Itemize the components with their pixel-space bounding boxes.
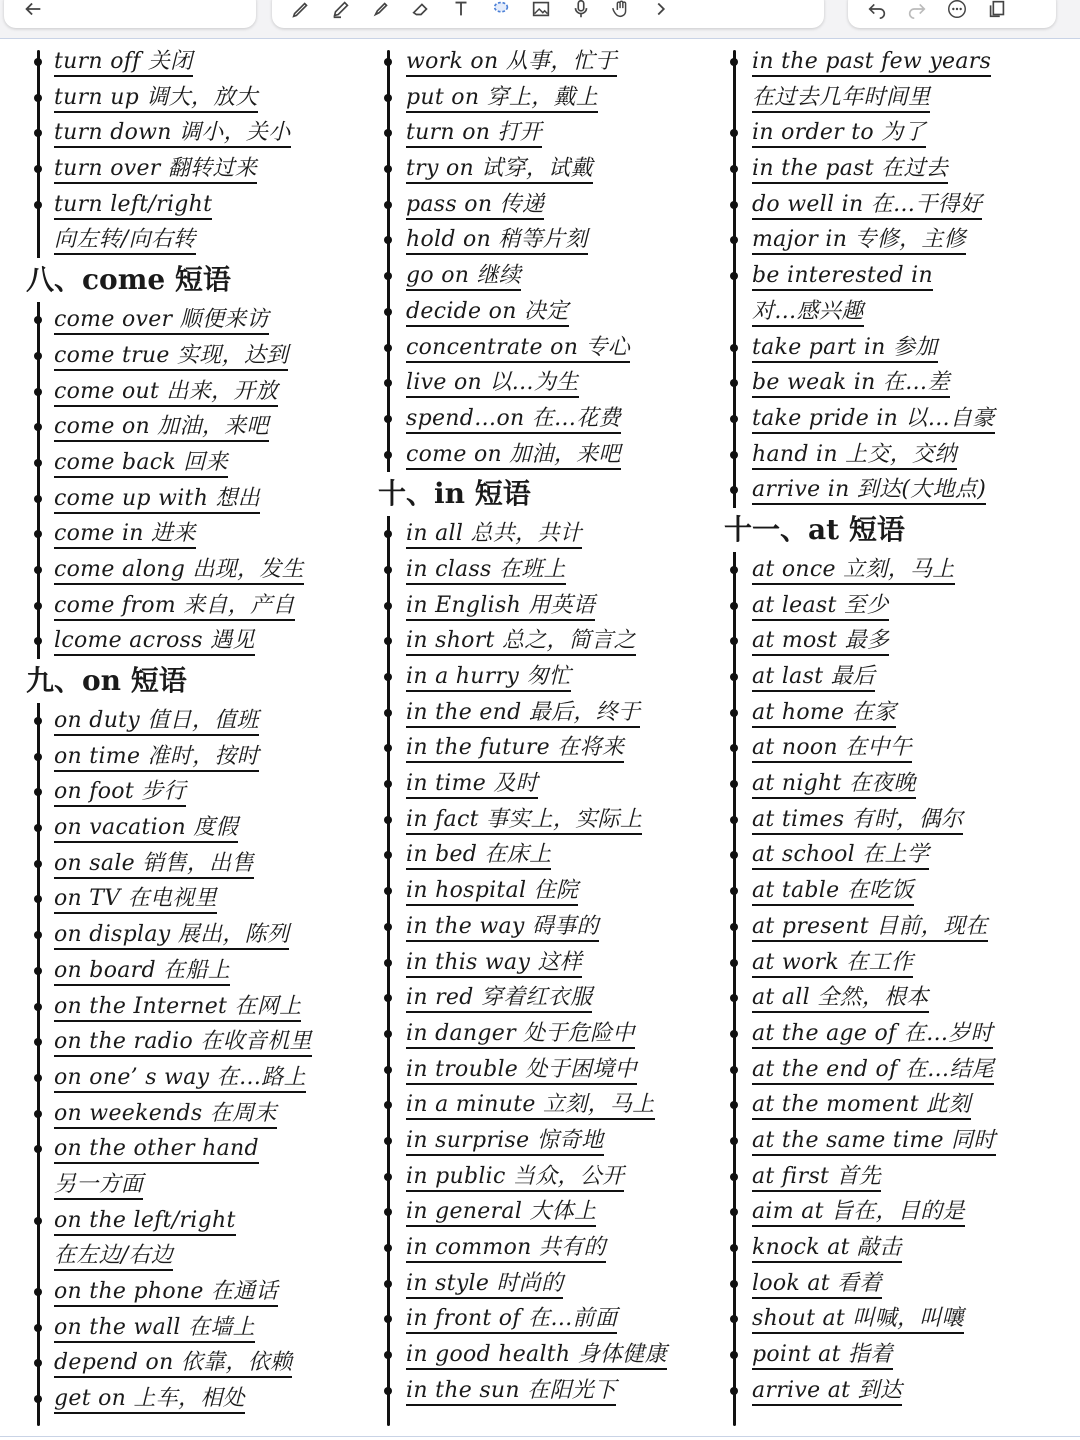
- list-item: arrive in 到达(大地点): [724, 472, 1070, 508]
- list-item: turn down 调小，关小: [26, 115, 366, 151]
- list-item: in the sun 在阳光下: [378, 1373, 718, 1409]
- list-item: on the other hand: [26, 1131, 366, 1167]
- list-item: shout at 叫喊，叫嚷: [724, 1301, 1070, 1337]
- in-phrase-list: [378, 516, 718, 1408]
- marker-icon[interactable]: [368, 0, 394, 22]
- list-item: 另一方面: [26, 1167, 366, 1203]
- at-phrase-list: [724, 552, 1070, 1409]
- list-item: come on 加油，来吧: [378, 437, 718, 473]
- list-item: at times 有时，偶尔: [724, 802, 1070, 838]
- list-item: in all 总共，共计: [378, 516, 718, 552]
- back-arrow-icon[interactable]: [20, 0, 46, 22]
- list-item: live on 以…为生: [378, 365, 718, 401]
- list-item: 在过去几年时间里: [724, 80, 1070, 116]
- list-item: 对…感兴趣: [724, 294, 1070, 330]
- list-item: come in 进来: [26, 516, 366, 552]
- list-item: in general 大体上: [378, 1194, 718, 1230]
- list-item: on board 在船上: [26, 953, 366, 989]
- list-item: at table 在吃饭: [724, 873, 1070, 909]
- list-item: on time 准时，按时: [26, 739, 366, 775]
- turn-phrase-list: [26, 44, 366, 258]
- list-item: decide on 决定: [378, 294, 718, 330]
- toolbar: [0, 0, 1080, 39]
- list-item: in a minute 立刻，马上: [378, 1087, 718, 1123]
- on-phrase-list-continued: [378, 44, 718, 472]
- list-item: go on 继续: [378, 258, 718, 294]
- on-phrase-list: [26, 703, 366, 1417]
- list-item: in the past few years: [724, 44, 1070, 80]
- list-item: turn up 调大，放大: [26, 80, 366, 116]
- list-item: in style 时尚的: [378, 1266, 718, 1302]
- section-heading-in: 十、in 短语: [378, 472, 718, 516]
- column-2: [378, 44, 718, 1432]
- list-item: at noon 在中午: [724, 730, 1070, 766]
- section-heading-on: 九、on 短语: [26, 659, 366, 703]
- toolbar-right-group: [848, 0, 1056, 28]
- list-item: on the phone 在通话: [26, 1274, 366, 1310]
- hand-icon[interactable]: [608, 0, 634, 22]
- list-item: take part in 参加: [724, 330, 1070, 366]
- list-item: 向左转/向右转: [26, 222, 366, 258]
- column-3: [724, 44, 1070, 1432]
- eraser-icon[interactable]: [408, 0, 434, 22]
- list-item: at school 在上学: [724, 837, 1070, 873]
- list-item: depend on 依靠，依赖: [26, 1345, 366, 1381]
- list-item: come up with 想出: [26, 481, 366, 517]
- list-item: point at 指着: [724, 1337, 1070, 1373]
- list-item: in a hurry 匆忙: [378, 659, 718, 695]
- undo-icon[interactable]: [864, 0, 890, 22]
- pen-icon[interactable]: [288, 0, 314, 22]
- list-item: get on 上车，相处: [26, 1381, 366, 1417]
- list-item: come out 出来，开放: [26, 374, 366, 410]
- list-item: turn off 关闭: [26, 44, 366, 80]
- list-item: on duty 值日，值班: [26, 703, 366, 739]
- list-item: turn over 翻转过来: [26, 151, 366, 187]
- list-item: in the past 在过去: [724, 151, 1070, 187]
- list-item: in public 当众，公开: [378, 1159, 718, 1195]
- come-phrase-list: [26, 302, 366, 659]
- more-tools-icon[interactable]: [648, 0, 674, 22]
- list-item: arrive at 到达: [724, 1373, 1070, 1409]
- list-item: in class 在班上: [378, 552, 718, 588]
- list-item: in this way 这样: [378, 945, 718, 981]
- list-item: in fact 事实上，实际上: [378, 802, 718, 838]
- section-heading-at: 十一、at 短语: [724, 508, 1070, 552]
- list-item: at first 首先: [724, 1159, 1070, 1195]
- list-item: come over 顺便来访: [26, 302, 366, 338]
- lasso-icon[interactable]: [488, 0, 514, 22]
- list-item: in hospital 住院: [378, 873, 718, 909]
- list-item: on one’ s way 在…路上: [26, 1060, 366, 1096]
- list-item: 在左边/右边: [26, 1238, 366, 1274]
- toolbar-left-group: [4, 0, 256, 28]
- list-item: try on 试穿，试戴: [378, 151, 718, 187]
- list-item: in trouble 处于困境中: [378, 1052, 718, 1088]
- list-item: at home 在家: [724, 695, 1070, 731]
- list-item: in order to 为了: [724, 115, 1070, 151]
- list-item: take pride in 以…自豪: [724, 401, 1070, 437]
- section-heading-come: 八、come 短语: [26, 258, 366, 302]
- list-item: in the end 最后，终于: [378, 695, 718, 731]
- list-item: on display 展出，陈列: [26, 917, 366, 953]
- in-phrase-list-continued: [724, 44, 1070, 508]
- list-item: at the age of 在…岁时: [724, 1016, 1070, 1052]
- list-item: at least 至少: [724, 588, 1070, 624]
- list-item: hand in 上交，交纳: [724, 437, 1070, 473]
- list-item: on the left/right: [26, 1203, 366, 1239]
- list-item: knock at 敲击: [724, 1230, 1070, 1266]
- list-item: lcome across 遇见: [26, 623, 366, 659]
- list-item: be weak in 在…差: [724, 365, 1070, 401]
- list-item: in bed 在床上: [378, 837, 718, 873]
- list-item: concentrate on 专心: [378, 330, 718, 366]
- more-icon[interactable]: [944, 0, 970, 22]
- list-item: on TV 在电视里: [26, 881, 366, 917]
- list-item: in the future 在将来: [378, 730, 718, 766]
- list-item: put on 穿上，戴上: [378, 80, 718, 116]
- list-item: at most 最多: [724, 623, 1070, 659]
- list-item: pass on 传递: [378, 187, 718, 223]
- column-1: [26, 44, 366, 1432]
- text-icon[interactable]: [448, 0, 474, 22]
- list-item: on foot 步行: [26, 774, 366, 810]
- highlighter-icon[interactable]: [328, 0, 354, 22]
- list-item: come along 出现，发生: [26, 552, 366, 588]
- page-bottom-divider: [0, 1436, 1080, 1437]
- list-item: in red 穿着红衣服: [378, 980, 718, 1016]
- list-item: hold on 稍等片刻: [378, 222, 718, 258]
- list-item: in front of 在…前面: [378, 1301, 718, 1337]
- list-item: turn on 打开: [378, 115, 718, 151]
- copy-icon[interactable]: [984, 0, 1010, 22]
- list-item: at night 在夜晚: [724, 766, 1070, 802]
- list-item: on sale 销售，出售: [26, 846, 366, 882]
- list-item: work on 从事，忙于: [378, 44, 718, 80]
- list-item: at work 在工作: [724, 945, 1070, 981]
- list-item: on vacation 度假: [26, 810, 366, 846]
- list-item: at all 全然，根本: [724, 980, 1070, 1016]
- list-item: at once 立刻，马上: [724, 552, 1070, 588]
- list-item: in time 及时: [378, 766, 718, 802]
- list-item: on the Internet 在网上: [26, 989, 366, 1025]
- list-item: on the wall 在墙上: [26, 1310, 366, 1346]
- tools-group: [272, 0, 824, 28]
- list-item: come on 加油，来吧: [26, 409, 366, 445]
- mic-icon[interactable]: [568, 0, 594, 22]
- list-item: in English 用英语: [378, 588, 718, 624]
- list-item: at present 目前，现在: [724, 909, 1070, 945]
- list-item: in short 总之，简言之: [378, 623, 718, 659]
- list-item: turn left/right: [26, 187, 366, 223]
- list-item: aim at 旨在，目的是: [724, 1194, 1070, 1230]
- list-item: in the way 碍事的: [378, 909, 718, 945]
- list-item: at the moment 此刻: [724, 1087, 1070, 1123]
- list-item: at the same time 同时: [724, 1123, 1070, 1159]
- list-item: come back 回来: [26, 445, 366, 481]
- redo-icon[interactable]: [904, 0, 930, 22]
- list-item: be interested in: [724, 258, 1070, 294]
- list-item: on weekends 在周末: [26, 1096, 366, 1132]
- list-item: spend…on 在…花费: [378, 401, 718, 437]
- list-item: at last 最后: [724, 659, 1070, 695]
- list-item: in danger 处于危险中: [378, 1016, 718, 1052]
- list-item: at the end of 在…结尾: [724, 1052, 1070, 1088]
- list-item: in surprise 惊奇地: [378, 1123, 718, 1159]
- list-item: look at 看着: [724, 1266, 1070, 1302]
- list-item: come from 来自，产自: [26, 588, 366, 624]
- list-item: in common 共有的: [378, 1230, 718, 1266]
- list-item: do well in 在…干得好: [724, 187, 1070, 223]
- list-item: in good health 身体健康: [378, 1337, 718, 1373]
- list-item: come true 实现，达到: [26, 338, 366, 374]
- list-item: on the radio 在收音机里: [26, 1024, 366, 1060]
- image-icon[interactable]: [528, 0, 554, 22]
- list-item: major in 专修，主修: [724, 222, 1070, 258]
